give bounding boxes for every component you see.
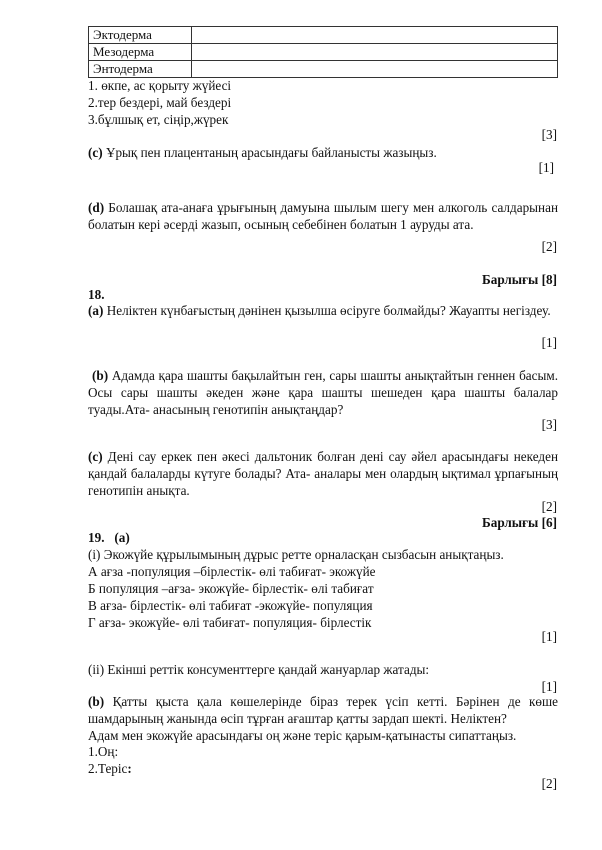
mark: [2]: [541, 776, 557, 791]
option-b: Б популяция –ағза- экожүйе- бірлестік- өлі табиғат: [88, 581, 374, 596]
table-row: [89, 27, 558, 44]
part-label: (b): [88, 694, 105, 709]
question-18a: [88, 302, 558, 319]
question-text: Ұрық пен плацентаның арасындағы байланысты жазыңыз.: [105, 145, 437, 160]
question-18b: [88, 367, 558, 418]
question-19b: [88, 693, 558, 727]
question-text: (ii) Екінші реттік консументтерге қандай жануарлар жатады:: [88, 662, 430, 677]
part-label: (c): [88, 449, 103, 464]
table-cell-empty: [192, 61, 558, 78]
mark: [3]: [541, 127, 557, 142]
mark: [2]: [541, 239, 557, 254]
part-label: (a): [114, 530, 130, 545]
table-cell: Эктодерма: [89, 27, 192, 44]
mark: [3]: [541, 417, 557, 432]
question-17c: [88, 144, 437, 161]
table-row: [89, 61, 558, 78]
option-c: В ағза- бірлестік- өлі табиғат -экожүйе- популяция: [88, 598, 373, 613]
question-text: Адамда қара шашты бақылайтын ген, сары шашты анықтайтын геннен басым. Осы сары шашты әкеден және қара шашты шешеден қара шашты балалар туады.Ата- анасының генотипін анықтаңдар?: [88, 368, 558, 417]
table-cell: Энтодерма: [89, 61, 192, 78]
total-mark: Барлығы [6]: [482, 515, 557, 530]
question-text: Дені сау еркек пен әкесі дальтоник болған дені сау әйел арасындағы некеден қандай балаларды күтуге болады? Ата- аналары мен олардың ықтимал ұрпағының генотипін анықта.: [88, 449, 558, 498]
table-cell-empty: [192, 27, 558, 44]
total-mark: Барлығы [8]: [482, 272, 557, 287]
question-text: (i) Экожүйе құрылымының дұрыс ретте орналасқан сызбасын анықтаңыз.: [88, 547, 504, 562]
part-label: (d): [88, 200, 105, 215]
answer-label-positive: 1.Оң:: [88, 744, 119, 759]
mark: [1]: [541, 679, 557, 694]
table-cell-empty: [192, 44, 558, 61]
question-text: Адам мен экожүйе арасындағы оң және теріс қарым-қатынасты сипаттаңыз.: [88, 728, 517, 743]
list-item: 2.тер бездері, май бездері: [88, 95, 232, 110]
option-d: Г ағза- экожүйе- өлі табиғат- популяция- бірлестік: [88, 615, 372, 630]
germ-layer-table: [88, 26, 558, 78]
question-17d: [88, 199, 558, 233]
part-label: (a): [88, 303, 104, 318]
question-19-header: [88, 529, 130, 546]
mark: [1]: [541, 629, 557, 644]
mark: [2]: [541, 499, 557, 514]
question-text: Болашақ ата-анаға ұрығының дамуына шылым шегу мен алкоголь салдарынан болатын кері әсерді жазып, осының себебінен болатын 1 ауруды ата.: [88, 200, 558, 232]
answer-label-negative: [88, 760, 132, 777]
question-18c: [88, 448, 558, 499]
table-row: [89, 44, 558, 61]
answer-label-colon: :: [127, 761, 132, 776]
part-label: (c): [88, 145, 103, 160]
question-number: 18.: [88, 287, 105, 302]
question-text: Қатты қыста қала көшелерінде біраз терек үсіп кетті. Бәрінен де көше шамдарының жанында өсіп тұрған ағаштар қатты зардап шекті. Неліктен?: [88, 694, 559, 726]
option-a: А ағза -популяция –бірлестік- өлі табиғат- экожүйе: [88, 564, 376, 579]
mark: [1]: [541, 335, 557, 350]
part-label: (b): [92, 368, 109, 383]
mark: [1]: [538, 160, 554, 175]
table-cell: Мезодерма: [89, 44, 192, 61]
question-text: Неліктен күнбағыстың дәнінен қызылша өсіруге болмайды? Жауапты негіздеу.: [106, 303, 551, 318]
list-item: 1. өкпе, ас қорыту жүйесі: [88, 78, 232, 93]
list-item: 3.бұлшық ет, сіңір,жүрек: [88, 112, 229, 127]
question-number: 19.: [88, 530, 105, 545]
answer-label-text: 2.Теріс: [88, 761, 128, 776]
